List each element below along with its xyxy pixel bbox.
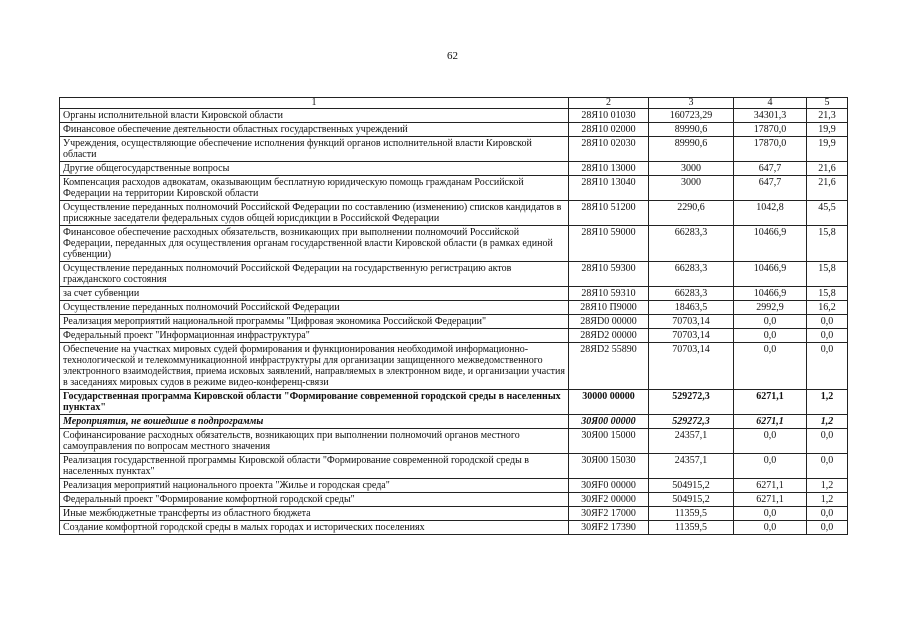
row-code-cell: 30000 00000 (569, 390, 649, 415)
table-row (60, 123, 848, 137)
row-name-cell: Учреждения, осуществляющие обеспечение исполнения функций органов исполнительной власти Кировской области (60, 137, 569, 162)
row-code-cell: 28Я10 59310 (569, 287, 649, 301)
row-percent-cell: 15,8 (807, 226, 848, 262)
row-executed-cell: 10466,9 (734, 287, 807, 301)
row-percent-cell: 1,2 (807, 390, 848, 415)
row-name-cell: Реализация государственной программы Кировской области "Формирование современной городской среды в населенных пунктах" (60, 454, 569, 479)
table-row (60, 429, 848, 454)
row-code-cell: 28Я10 13040 (569, 176, 649, 201)
table-row (60, 137, 848, 162)
table-row (60, 454, 848, 479)
row-planned-cell: 160723,29 (649, 109, 734, 123)
row-planned-cell: 504915,2 (649, 479, 734, 493)
row-executed-cell: 10466,9 (734, 262, 807, 287)
row-planned-cell: 89990,6 (649, 123, 734, 137)
row-code-cell: 28Я10 51200 (569, 201, 649, 226)
row-percent-cell: 19,9 (807, 137, 848, 162)
table-row (60, 226, 848, 262)
row-percent-cell: 15,8 (807, 262, 848, 287)
row-name-cell: Государственная программа Кировской области "Формирование современной городской среды в населенных пунктах" (60, 390, 569, 415)
row-code-cell: 28Я10 13000 (569, 162, 649, 176)
row-planned-cell: 24357,1 (649, 429, 734, 454)
row-name-cell: Компенсация расходов адвокатам, оказывающим бесплатную юридическую помощь гражданам Российской Федерации на территории Кировской области (60, 176, 569, 201)
row-code-cell: 28Я10 59300 (569, 262, 649, 287)
table-row (60, 493, 848, 507)
table-row (60, 521, 848, 535)
row-executed-cell: 0,0 (734, 329, 807, 343)
table-row (60, 315, 848, 329)
row-planned-cell: 11359,5 (649, 507, 734, 521)
table-header-row (60, 98, 848, 109)
row-name-cell: Софинансирование расходных обязательств, возникающих при выполнении полномочий органов местного самоуправления по вопросам местного значения (60, 429, 569, 454)
row-code-cell: 28Я10 02000 (569, 123, 649, 137)
row-percent-cell: 0,0 (807, 521, 848, 535)
row-planned-cell: 529272,3 (649, 390, 734, 415)
row-percent-cell: 21,3 (807, 109, 848, 123)
row-name-cell: Федеральный проект "Информационная инфраструктура" (60, 329, 569, 343)
row-percent-cell: 1,2 (807, 493, 848, 507)
row-name-cell: Осуществление переданных полномочий Российской Федерации по составлению (изменению) списков кандидатов в присяжные заседатели федеральных судов общей юрисдикции в Российской Федерации (60, 201, 569, 226)
row-planned-cell: 89990,6 (649, 137, 734, 162)
table-row (60, 109, 848, 123)
header-col-4: 4 (734, 98, 807, 109)
page-number: 62 (447, 50, 458, 62)
row-name-cell: Реализация мероприятий национальной программы "Цифровая экономика Российской Федерации" (60, 315, 569, 329)
row-code-cell: 30ЯF2 17390 (569, 521, 649, 535)
row-name-cell: Осуществление переданных полномочий Российской Федерации (60, 301, 569, 315)
row-code-cell: 28ЯD0 00000 (569, 315, 649, 329)
row-executed-cell: 0,0 (734, 507, 807, 521)
table-row (60, 262, 848, 287)
row-executed-cell: 10466,9 (734, 226, 807, 262)
row-percent-cell: 0,0 (807, 429, 848, 454)
header-col-2: 2 (569, 98, 649, 109)
row-executed-cell: 6271,1 (734, 493, 807, 507)
row-code-cell: 28Я10 59000 (569, 226, 649, 262)
row-executed-cell: 17870,0 (734, 123, 807, 137)
row-executed-cell: 647,7 (734, 176, 807, 201)
row-planned-cell: 504915,2 (649, 493, 734, 507)
row-name-cell: Реализация мероприятий национального проекта "Жилье и городская среда" (60, 479, 569, 493)
row-executed-cell: 0,0 (734, 315, 807, 329)
table-row (60, 343, 848, 390)
row-planned-cell: 18463,5 (649, 301, 734, 315)
row-percent-cell: 45,5 (807, 201, 848, 226)
row-executed-cell: 17870,0 (734, 137, 807, 162)
row-code-cell: 28Я10 02030 (569, 137, 649, 162)
table-row (60, 287, 848, 301)
row-percent-cell: 1,2 (807, 415, 848, 429)
table-row (60, 301, 848, 315)
table-row (60, 415, 848, 429)
row-percent-cell: 0,0 (807, 343, 848, 390)
row-executed-cell: 1042,8 (734, 201, 807, 226)
row-percent-cell: 21,6 (807, 162, 848, 176)
row-executed-cell: 0,0 (734, 343, 807, 390)
row-name-cell: Иные межбюджетные трансферты из областного бюджета (60, 507, 569, 521)
row-percent-cell: 16,2 (807, 301, 848, 315)
row-executed-cell: 2992,9 (734, 301, 807, 315)
row-planned-cell: 3000 (649, 162, 734, 176)
header-col-5: 5 (807, 98, 848, 109)
row-name-cell: Создание комфортной городской среды в малых городах и исторических поселениях (60, 521, 569, 535)
header-col-3: 3 (649, 98, 734, 109)
row-name-cell: Обеспечение на участках мировых судей формирования и функционирования необходимой информационно-технологической и телекоммуникационной инфраструктуры для организации защищенного межведомственного электронного взаимодействия, приема исковых заявлений, направляемых в электронном виде, и организации участия в заседаниях мировых судов в режиме видео-конференц-связи (60, 343, 569, 390)
row-planned-cell: 2290,6 (649, 201, 734, 226)
row-name-cell: Финансовое обеспечение расходных обязательств, возникающих при выполнении полномочий Российской Федерации, переданных для осуществления органам государственной власти Кировской области (в рамках единой субвенции) (60, 226, 569, 262)
row-percent-cell: 0,0 (807, 329, 848, 343)
row-code-cell: 30Я00 00000 (569, 415, 649, 429)
row-planned-cell: 66283,3 (649, 226, 734, 262)
row-name-cell: за счет субвенции (60, 287, 569, 301)
row-executed-cell: 6271,1 (734, 390, 807, 415)
row-code-cell: 30ЯF0 00000 (569, 479, 649, 493)
row-percent-cell: 0,0 (807, 507, 848, 521)
row-planned-cell: 66283,3 (649, 287, 734, 301)
row-name-cell: Мероприятия, не вошедшие в подпрограммы (60, 415, 569, 429)
row-executed-cell: 0,0 (734, 454, 807, 479)
row-executed-cell: 647,7 (734, 162, 807, 176)
row-code-cell: 30ЯF2 00000 (569, 493, 649, 507)
row-planned-cell: 24357,1 (649, 454, 734, 479)
table-row (60, 329, 848, 343)
header-col-1: 1 (60, 98, 569, 109)
row-percent-cell: 21,6 (807, 176, 848, 201)
row-code-cell: 28ЯD2 00000 (569, 329, 649, 343)
row-planned-cell: 70703,14 (649, 329, 734, 343)
row-executed-cell: 6271,1 (734, 415, 807, 429)
row-code-cell: 30Я00 15030 (569, 454, 649, 479)
row-planned-cell: 70703,14 (649, 315, 734, 329)
row-code-cell: 28Я10 01030 (569, 109, 649, 123)
row-percent-cell: 0,0 (807, 315, 848, 329)
row-percent-cell: 15,8 (807, 287, 848, 301)
row-name-cell: Финансовое обеспечение деятельности областных государственных учреждений (60, 123, 569, 137)
table-row (60, 479, 848, 493)
row-name-cell: Другие общегосударственные вопросы (60, 162, 569, 176)
row-executed-cell: 0,0 (734, 429, 807, 454)
table-row (60, 176, 848, 201)
row-executed-cell: 34301,3 (734, 109, 807, 123)
row-planned-cell: 529272,3 (649, 415, 734, 429)
row-name-cell: Федеральный проект "Формирование комфортной городской среды" (60, 493, 569, 507)
row-percent-cell: 0,0 (807, 454, 848, 479)
row-planned-cell: 66283,3 (649, 262, 734, 287)
row-planned-cell: 3000 (649, 176, 734, 201)
table-row (60, 162, 848, 176)
table-row (60, 507, 848, 521)
row-percent-cell: 1,2 (807, 479, 848, 493)
row-code-cell: 30ЯF2 17000 (569, 507, 649, 521)
row-code-cell: 30Я00 15000 (569, 429, 649, 454)
row-executed-cell: 6271,1 (734, 479, 807, 493)
row-executed-cell: 0,0 (734, 521, 807, 535)
row-name-cell: Органы исполнительной власти Кировской области (60, 109, 569, 123)
row-name-cell: Осуществление переданных полномочий Российской Федерации на государственную регистрацию актов гражданского состояния (60, 262, 569, 287)
table-row (60, 390, 848, 415)
row-code-cell: 28Я10 П9000 (569, 301, 649, 315)
table-row (60, 201, 848, 226)
row-planned-cell: 11359,5 (649, 521, 734, 535)
budget-table (59, 97, 848, 535)
row-percent-cell: 19,9 (807, 123, 848, 137)
row-code-cell: 28ЯD2 55890 (569, 343, 649, 390)
row-planned-cell: 70703,14 (649, 343, 734, 390)
